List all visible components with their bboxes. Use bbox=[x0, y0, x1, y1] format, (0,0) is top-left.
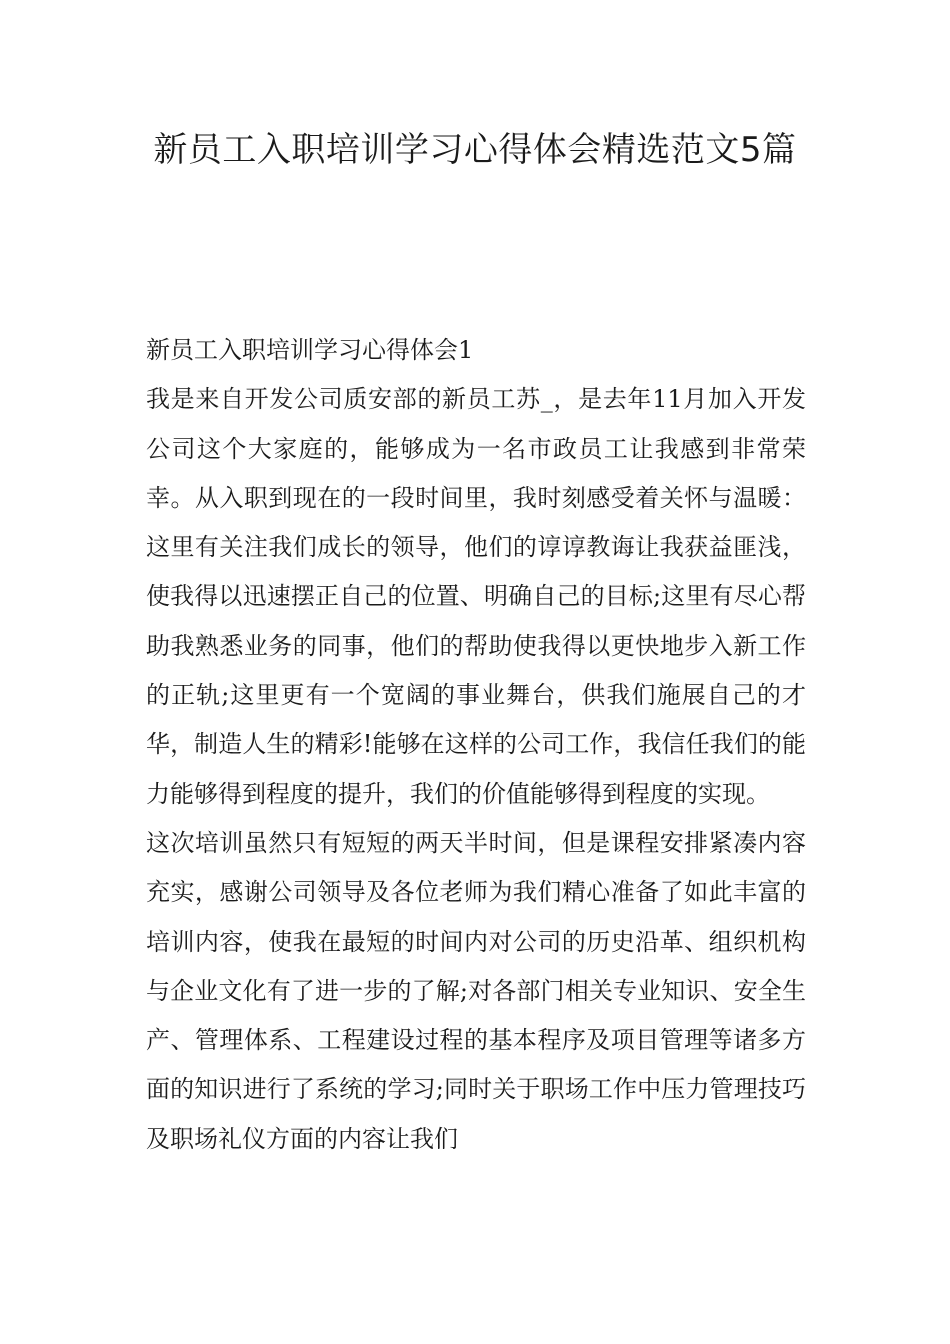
body-paragraph-2: 这次培训虽然只有短短的两天半时间，但是课程安排紧凑内容充实，感谢公司领导及各位老师为我们精心准备了如此丰富的培训内容，使我在最短的时间内对公司的历史沿革、组织机构与企业文化有了进一步的了解;对各部门相关专业知识、安全生产、管理体系、工程建设过程的基本程序及项目管理等诸多方面的知识进行了系统的学习;同时关于职场工作中压力管理技巧及职场礼仪方面的内容让我们 bbox=[146, 828, 806, 1153]
document-title: 新员工入职培训学习心得体会精选范文5篇 bbox=[153, 130, 797, 170]
section-heading: 新员工入职培训学习心得体会1 bbox=[146, 336, 474, 364]
body-paragraph-1: 我是来自开发公司质安部的新员工苏_，是去年11月加入开发公司这个大家庭的，能够成为一名市政员工让我感到非常荣幸。从入职到现在的一段时间里，我时刻感受着关怀与温暖：这里有关注我们成长的领导，他们的谆谆教诲让我获益匪浅，使我得以迅速摆正自己的位置、明确自己的目标;这里有尽心帮助我熟悉业务的同事，他们的帮助使我得以更快地步入新工作的正轨;这里更有一个宽阔的事业舞台，供我们施展自己的才华，制造人生的精彩!能够在这样的公司工作，我信任我们的能力能够得到程度的提升，我们的价值能够得到程度的实现。 bbox=[146, 385, 806, 808]
document-body bbox=[146, 326, 806, 1164]
